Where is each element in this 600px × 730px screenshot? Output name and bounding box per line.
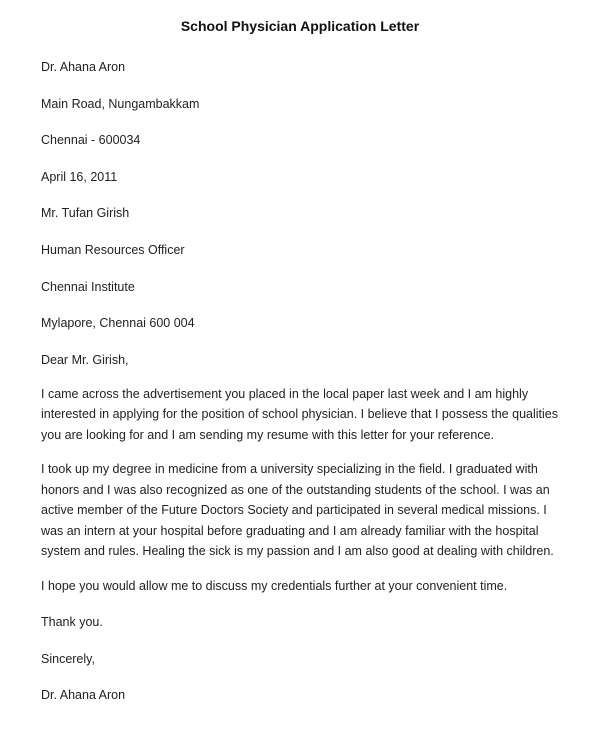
body-paragraph-3: I hope you would allow me to discuss my credentials further at your convenient time. bbox=[41, 578, 508, 593]
sender-name: Dr. Ahana Aron bbox=[41, 60, 126, 74]
salutation: Dear Mr. Girish, bbox=[41, 352, 129, 367]
thanks-line: Thank you. bbox=[41, 615, 103, 630]
recipient-organization: Chennai Institute bbox=[41, 279, 135, 294]
sender-city: Chennai - 600034 bbox=[41, 133, 141, 148]
recipient-position: Human Resources Officer bbox=[41, 242, 185, 257]
closing-line: Sincerely, bbox=[41, 651, 95, 666]
body-paragraph-2: I took up my degree in medicine from a university specializing in the field. I graduated with honors and I was also recognized as one of the outstanding students of the school. I was an active member of the Future Doctors Society and participated in several medical missions. I was an intern at your hospital before graduating and I am already familiar with the hospital system and rules. Healing the sick is my passion and I am also good at dealing with children. bbox=[41, 462, 554, 559]
signature: Dr. Ahana Aron bbox=[41, 688, 126, 703]
sender-street: Main Road, Nungambakkam bbox=[41, 96, 200, 111]
body-paragraph-1: I came across the advertisement you placed in the local paper last week and I am highly interested in applying for the position of school physician. I believe that I possess the qualities you are looking for and I am sending my resume with this letter for your reference. bbox=[41, 386, 558, 442]
recipient-name: Mr. Tufan Girish bbox=[41, 206, 130, 221]
recipient-address: Mylapore, Chennai 600 004 bbox=[41, 316, 195, 331]
letter-date: April 16, 2011 bbox=[41, 169, 118, 184]
letter-title: School Physician Application Letter bbox=[180, 18, 420, 34]
